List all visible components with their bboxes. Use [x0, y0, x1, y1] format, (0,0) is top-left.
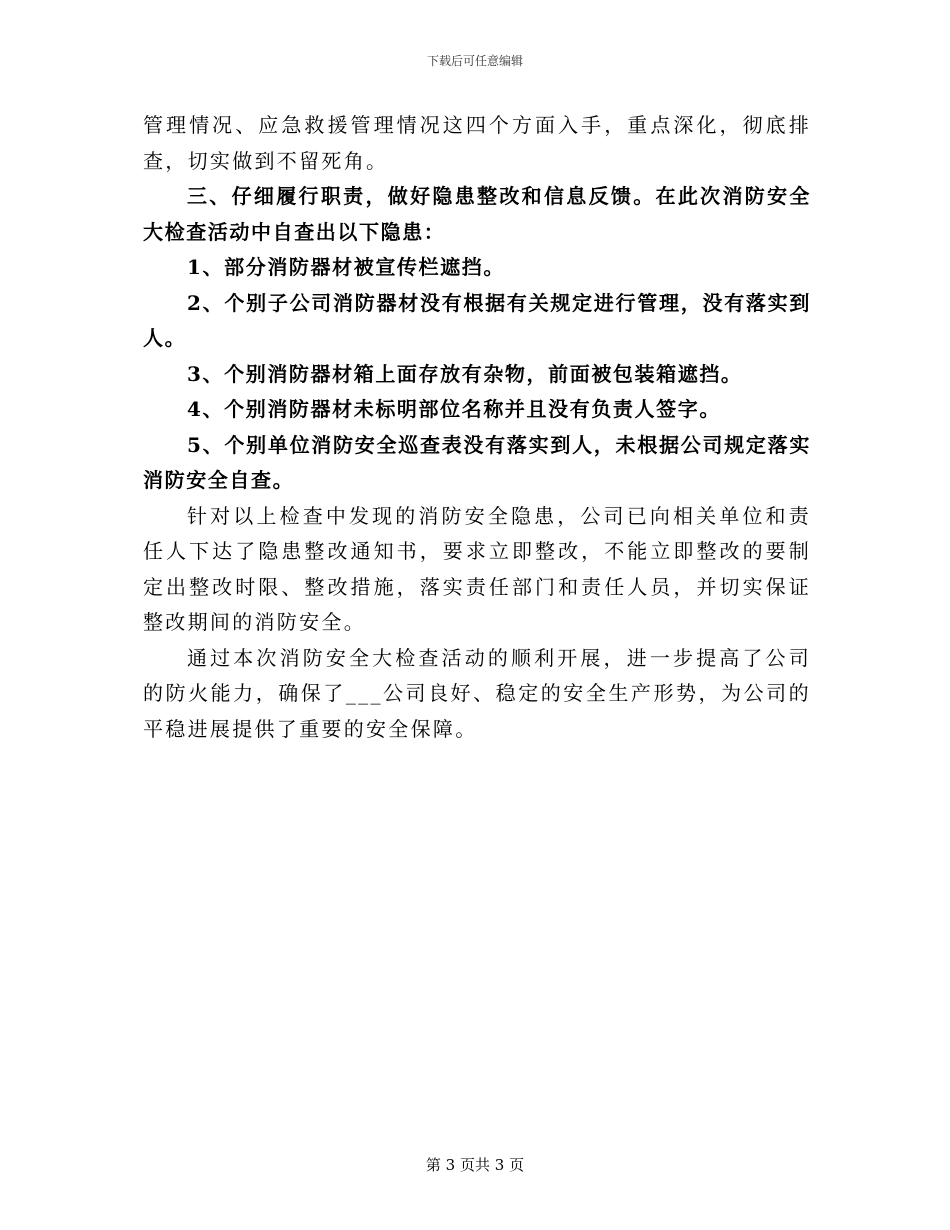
- page-footer: 第 3 页共 3 页: [425, 1156, 525, 1174]
- hazard-item-2: 2、个别子公司消防器材没有根据有关规定进行管理，没有落实到人。: [143, 290, 811, 350]
- paragraph-continuation: 管理情况、应急救援管理情况这四个方面入手，重点深化，彻底排查，切实做到不留死角。: [143, 113, 811, 173]
- document-body: [143, 108, 811, 747]
- hazard-item-1: 1、部分消防器材被宣传栏遮挡。: [187, 255, 505, 279]
- paragraph-conclusion: 通过本次消防安全大检查活动的顺利开展，进一步提高了公司的防火能力，确保了___公司良好、稳定的安全生产形势，为公司的平稳进展提供了重要的安全保障。: [143, 645, 811, 741]
- paragraph-rectification-notice: 针对以上检查中发现的消防安全隐患，公司已向相关单位和责任人下达了隐患整改通知书，要求立即整改，不能立即整改的要制定出整改时限、整改措施，落实责任部门和责任人员，并切实保证整改期间的消防安全。: [143, 503, 811, 634]
- section-heading-rectification: 三、仔细履行职责，做好隐患整改和信息反馈。在此次消防安全大检查活动中自查出以下隐患：: [143, 184, 811, 244]
- hazard-item-5: 5、个别单位消防安全巡查表没有落实到人，未根据公司规定落实消防安全自查。: [143, 432, 811, 492]
- page-header: 下载后可任意编辑: [426, 54, 523, 68]
- hazard-item-3: 3、个别消防器材箱上面存放有杂物，前面被包装箱遮挡。: [187, 361, 743, 386]
- hazard-item-4: 4、个别消防器材未标明部位名称并且没有负责人签字。: [187, 397, 721, 421]
